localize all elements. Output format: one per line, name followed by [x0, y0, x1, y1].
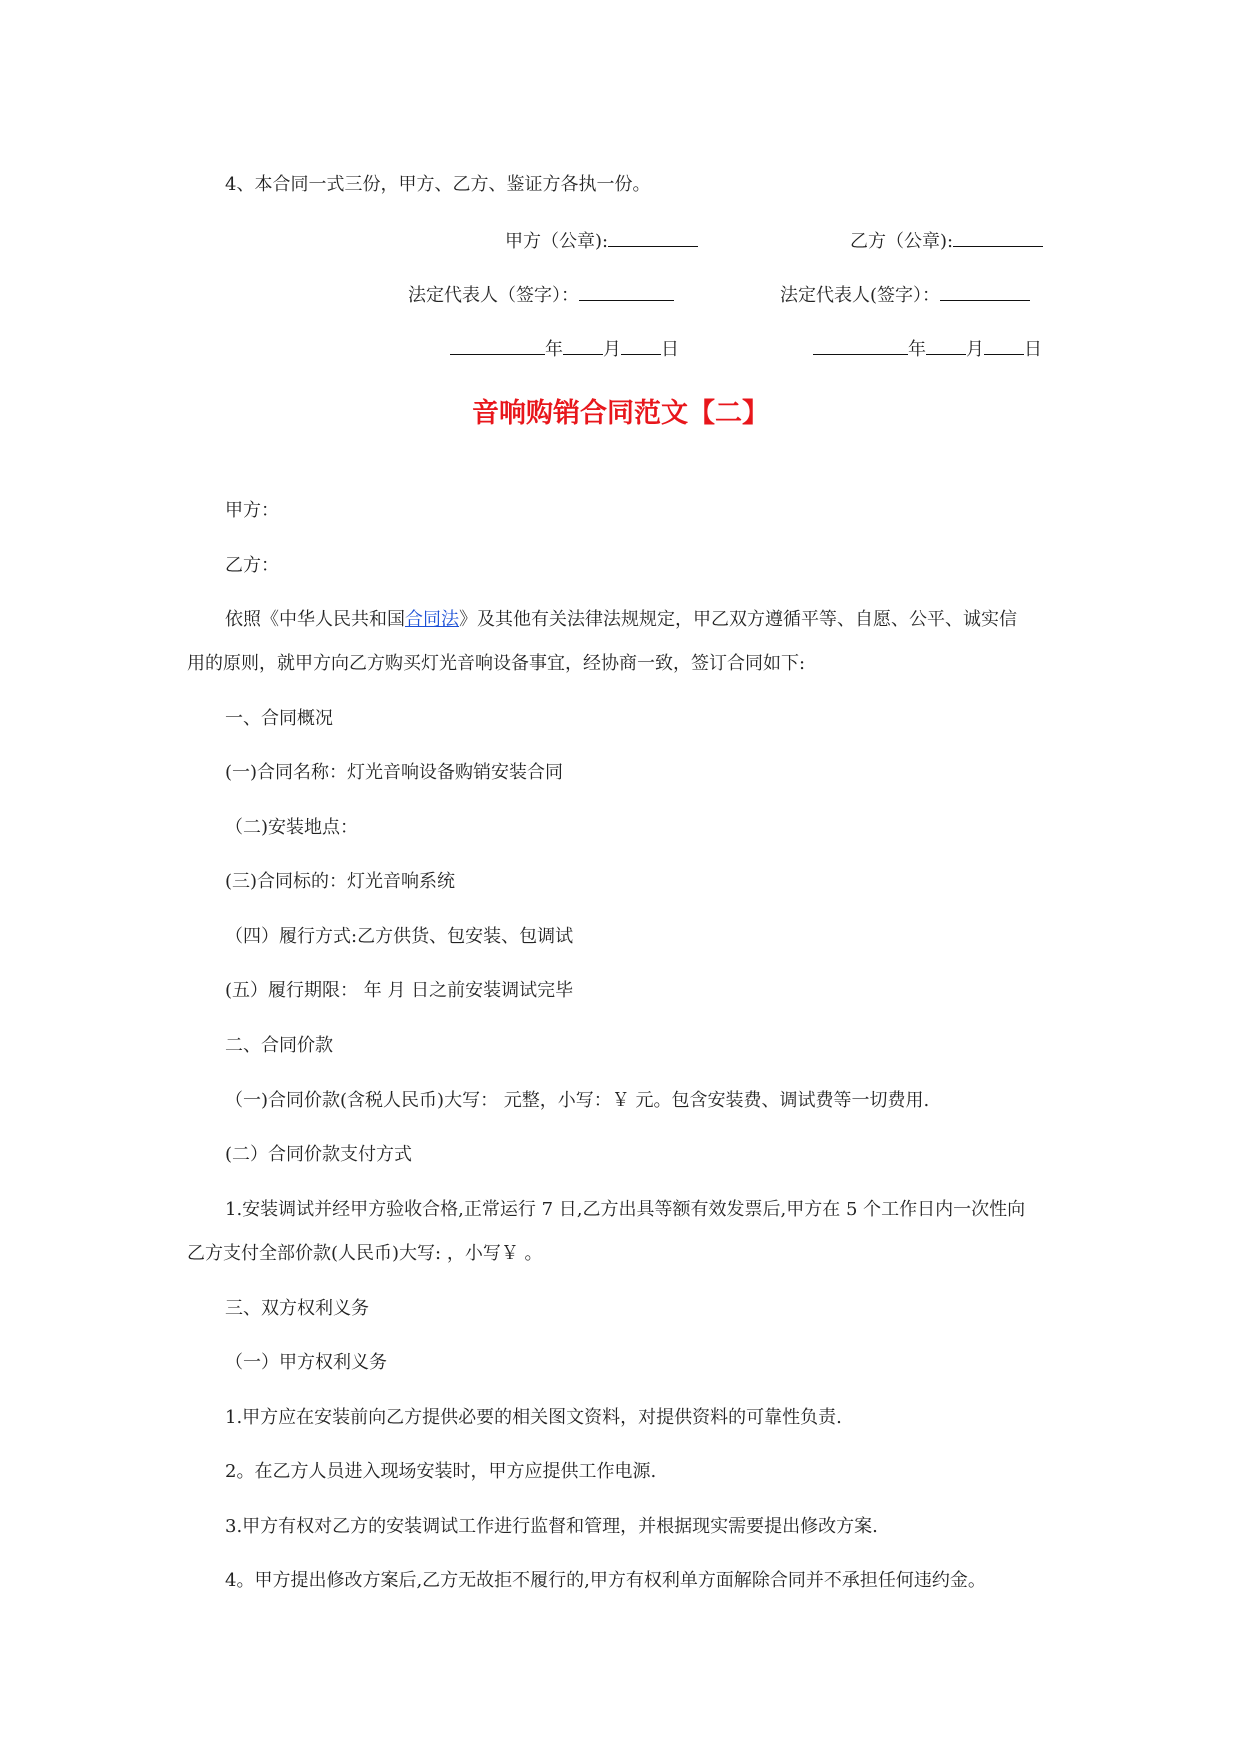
document-title: 音响购销合同范文【二】	[472, 398, 769, 429]
intro-before-link: 依照《中华人民共和国	[225, 609, 405, 630]
party-b-seal	[850, 226, 1043, 254]
section-1-item-1: (一)合同名称：灯光音响设备购销安装合同	[225, 762, 564, 783]
party-b-seal-label: 乙方（公章):	[850, 231, 954, 252]
section-3-heading: 三、双方权利义务	[225, 1298, 369, 1319]
party-a-month-blank[interactable]	[563, 334, 603, 355]
day-label: 日	[661, 339, 679, 360]
section-2-item-2-1-line-1: 1.安装调试并经甲方验收合格,正常运行 7 日,乙方出具等额有效发票后,甲方在 5 个工作日内一次性向	[225, 1199, 1026, 1220]
section-1-item-3: (三)合同标的：灯光音响系统	[225, 871, 456, 892]
section-1-item-5: (五）履行期限： 年 月 日之前安装调试完毕	[225, 980, 574, 1001]
party-b-line: 乙方：	[225, 555, 279, 576]
party-a-seal	[505, 226, 698, 254]
section-1-item-2: （二)安装地点：	[225, 817, 359, 838]
party-a-line: 甲方：	[225, 500, 279, 521]
section-3-item-1-4: 4。甲方提出修改方案后,乙方无故拒不履行的,甲方有权利单方面解除合同并不承担任何违约金。	[225, 1570, 986, 1591]
month-label: 月	[966, 339, 984, 360]
section-1-heading: 一、合同概况	[225, 708, 333, 729]
section-3-item-1-3: 3.甲方有权对乙方的安装调试工作进行监督和管理，并根据现实需要提出修改方案.	[225, 1516, 878, 1537]
day-label: 日	[1024, 339, 1042, 360]
party-b-rep-blank[interactable]	[940, 280, 1030, 301]
party-b-month-blank[interactable]	[926, 334, 966, 355]
clause-4: 4、本合同一式三份，甲方、乙方、鉴证方各执一份。	[225, 174, 651, 195]
section-2-item-2-1-line-2: 乙方支付全部价款(人民币)大写: ，小写￥ 。	[187, 1243, 543, 1264]
party-b-day-blank[interactable]	[984, 334, 1024, 355]
party-a-rep	[408, 280, 674, 308]
party-a-rep-blank[interactable]	[579, 280, 674, 301]
party-a-day-blank[interactable]	[621, 334, 661, 355]
party-b-date	[813, 334, 1042, 362]
section-2-item-2: (二）合同价款支付方式	[225, 1144, 413, 1165]
section-3-item-1-2: 2。在乙方人员进入现场安装时，甲方应提供工作电源.	[225, 1461, 657, 1482]
section-2-item-1: （一)合同价款(含税人民币)大写： 元整，小写：￥ 元。包含安装费、调试费等一切费用.	[225, 1090, 930, 1111]
party-b-rep	[780, 280, 1030, 308]
year-label: 年	[908, 339, 926, 360]
intro-line-1	[225, 608, 1017, 632]
party-a-seal-label: 甲方（公章):	[505, 231, 609, 252]
party-a-rep-label: 法定代表人（签字）：	[408, 285, 579, 306]
intro-line-2: 用的原则，就甲方向乙方购买灯光音响设备事宜，经协商一致，签订合同如下:	[187, 653, 806, 674]
section-3-item-1: （一）甲方权利义务	[225, 1352, 387, 1373]
section-1-item-4: （四）履行方式:乙方供货、包安装、包调试	[225, 926, 574, 947]
party-a-date	[450, 334, 679, 362]
year-label: 年	[545, 339, 563, 360]
section-3-item-1-1: 1.甲方应在安装前向乙方提供必要的相关图文资料，对提供资料的可靠性负责.	[225, 1407, 842, 1428]
party-b-seal-blank[interactable]	[953, 226, 1043, 247]
contract-law-link[interactable]: 合同法	[405, 609, 459, 630]
party-b-rep-label: 法定代表人(签字）：	[780, 285, 941, 306]
section-2-heading: 二、合同价款	[225, 1035, 333, 1056]
month-label: 月	[603, 339, 621, 360]
party-b-year-blank[interactable]	[813, 334, 908, 355]
party-a-year-blank[interactable]	[450, 334, 545, 355]
intro-after-link: 》及其他有关法律法规规定，甲乙双方遵循平等、自愿、公平、诚实信	[459, 609, 1017, 630]
party-a-seal-blank[interactable]	[608, 226, 698, 247]
